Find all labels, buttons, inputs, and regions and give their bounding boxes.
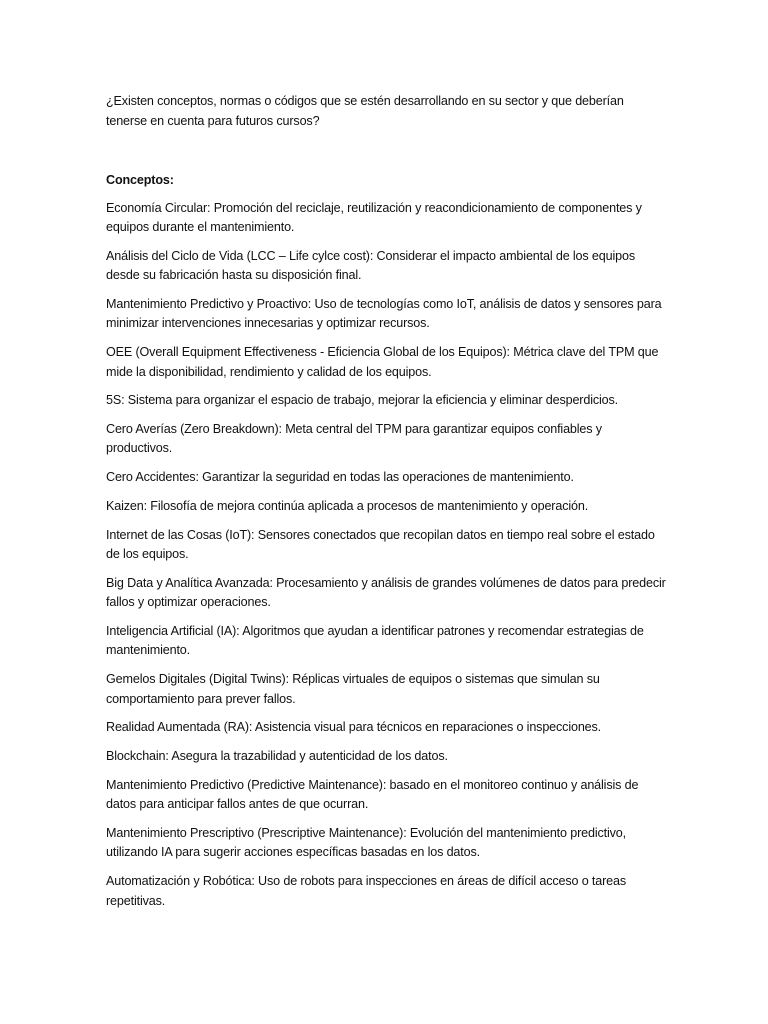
concept-realidad-aumentada: Realidad Aumentada (RA): Asistencia visual para técnicos en reparaciones o inspecciones.: [106, 720, 602, 735]
concept-automatizacion-robotica: Automatización y Robótica: Uso de robots para inspecciones en áreas de difícil acceso o tareas repetitivas.: [106, 874, 627, 908]
concept-gemelos-digitales: Gemelos Digitales (Digital Twins): Réplicas virtuales de equipos o sistemas que simulan su comportamiento para prever fallos.: [106, 672, 600, 706]
concept-kaizen: Kaizen: Filosofía de mejora continúa aplicada a procesos de mantenimiento y operación.: [106, 498, 589, 513]
concept-economia-circular: Economía Circular: Promoción del reciclaje, reutilización y reacondicionamiento de componentes y equipos durante el mantenimiento.: [106, 200, 642, 234]
question-text: ¿Existen conceptos, normas o códigos que se estén desarrollando en su sector y que deberían tenerse en cuenta para futuros cursos?: [106, 94, 624, 128]
concept-inteligencia-artificial: Inteligencia Artificial (IA): Algoritmos que ayudan a identificar patrones y recomendar estrategias de mantenimiento.: [106, 623, 644, 658]
concept-cero-averias: Cero Averías (Zero Breakdown): Meta central del TPM para garantizar equipos confiables y productivos.: [106, 421, 602, 456]
concept-mantenimiento-predictivo-proactivo: Mantenimiento Predictivo y Proactivo: Uso de tecnologías como IoT, análisis de datos y sensores para minimizar intervenciones innecesarias y optimizar recursos.: [106, 296, 662, 331]
document-body: [106, 92, 666, 920]
concept-big-data: Big Data y Analítica Avanzada: Procesamiento y análisis de grandes volúmenes de datos para predecir fallos y optimizar operaciones.: [106, 575, 666, 610]
concept-mantenimiento-prescriptivo: Mantenimiento Prescriptivo (Prescriptive Maintenance): Evolución del mantenimiento predictivo, utilizando IA para sugerir acciones específicas basadas en los datos.: [106, 825, 626, 860]
concept-blockchain: Blockchain: Asegura la trazabilidad y autenticidad de los datos.: [106, 748, 448, 763]
concept-mantenimiento-predictivo: Mantenimiento Predictivo (Predictive Maintenance): basado en el monitoreo continuo y análisis de datos para anticipar fallos antes de que ocurran.: [106, 777, 639, 812]
concept-oee: OEE (Overall Equipment Effectiveness - Eficiencia Global de los Equipos): Métrica clave del TPM que mide la disponibilidad, rendimiento y calidad de los equipos.: [106, 345, 659, 379]
concept-5s: 5S: Sistema para organizar el espacio de trabajo, mejorar la eficiencia y eliminar desperdicios.: [106, 393, 618, 408]
concept-iot: Internet de las Cosas (IoT): Sensores conectados que recopilan datos en tiempo real sobre el estado de los equipos.: [106, 527, 655, 561]
section-heading: Conceptos:: [106, 173, 174, 187]
concept-cero-accidentes: Cero Accidentes: Garantizar la seguridad en todas las operaciones de mantenimiento.: [106, 470, 574, 485]
concept-analisis-ciclo-vida: Análisis del Ciclo de Vida (LCC – Life cylce cost): Considerar el impacto ambiental de los equipos desde su fabricación hasta su disposición final.: [106, 248, 635, 283]
